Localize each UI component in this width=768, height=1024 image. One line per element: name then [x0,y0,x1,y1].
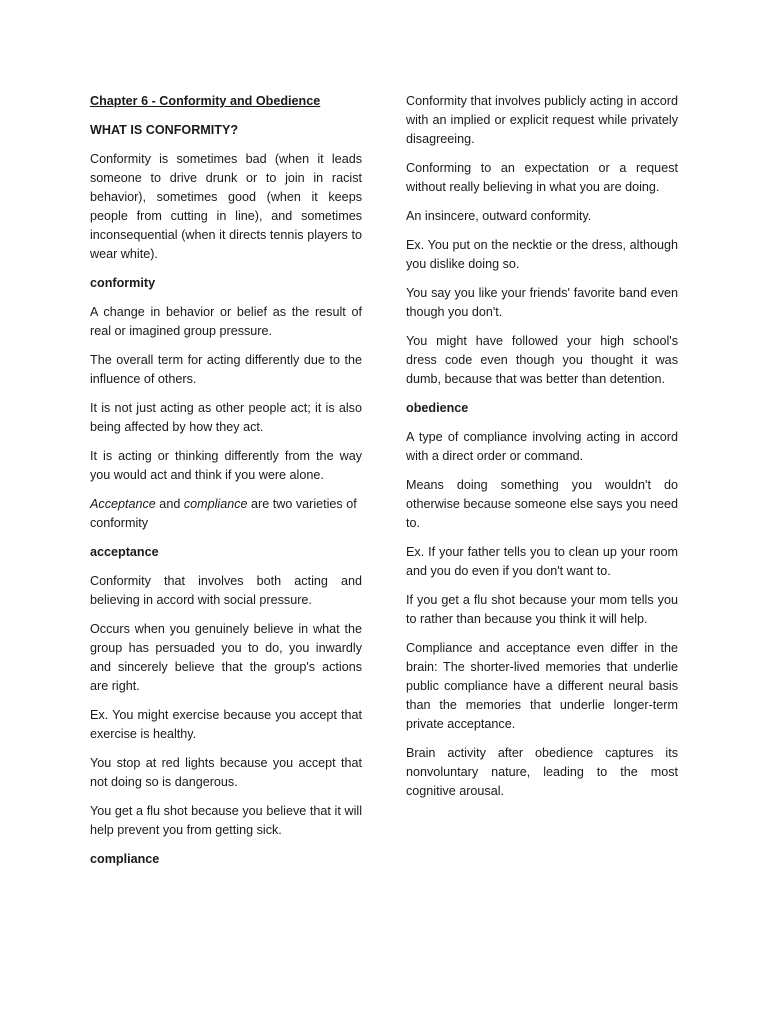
acceptance-definition-2: Occurs when you genuinely believe in what the group has persuaded you to do, you inwardly and sincerely believe that the group's actions are right. [90,622,362,693]
right-column [406,92,678,811]
term-obedience: obedience [406,401,469,415]
obedience-example-1: Ex. If your father tells you to clean up your room and you do even if you don't want to. [406,545,678,578]
obedience-definition-2: Means doing something you wouldn't do otherwise because someone else says you need to. [406,478,678,530]
acceptance-example-1: Ex. You might exercise because you accept that exercise is healthy. [90,708,362,741]
intro-paragraph: Conformity is sometimes bad (when it leads someone to drive drunk or to join in racist behavior), sometimes good (when it keeps people from cutting in line), and sometimes inconsequential (when it directs tennis players to wear white). [90,152,362,261]
conformity-definition-1: A change in behavior or belief as the result of real or imagined group pressure. [90,305,362,338]
acceptance-definition-1: Conformity that involves both acting and believing in accord with social pressure. [90,574,362,607]
and-text: and [155,497,184,511]
term-compliance: compliance [90,852,160,866]
term-conformity: conformity [90,276,156,290]
conformity-definition-4: It is acting or thinking differently from the way you would act and think if you were alone. [90,449,362,482]
compliance-definition-1: Conformity that involves publicly acting in accord with an implied or explicit request while privately disagreeing. [406,94,678,146]
chapter-title: Chapter 6 - Conformity and Obedience [90,94,321,108]
term-acceptance: acceptance [90,545,159,559]
compliance-definition-3: An insincere, outward conformity. [406,209,592,223]
brain-paragraph-1: Compliance and acceptance even differ in the brain: The shorter-lived memories that underlie public compliance have a different neural basis than the memories that underlie longer-term private acceptance. [406,641,678,731]
varieties-rest: are two varieties of conformity [90,497,357,530]
acceptance-example-2: You stop at red lights because you accept that not doing so is dangerous. [90,756,362,789]
brain-paragraph-2: Brain activity after obedience captures its nonvoluntary nature, leading to the most cognitive arousal. [406,746,678,798]
acceptance-italic: Acceptance [90,497,156,511]
compliance-example-1: Ex. You put on the necktie or the dress, although you dislike doing so. [406,238,678,271]
conformity-definition-3: It is not just acting as other people act; it is also being affected by how they act. [90,401,362,434]
obedience-example-2: If you get a flu shot because your mom tells you to rather than because you think it will help. [406,593,678,626]
obedience-definition-1: A type of compliance involving acting in accord with a direct order or command. [406,430,678,463]
acceptance-example-3: You get a flu shot because you believe that it will help prevent you from getting sick. [90,804,362,837]
compliance-example-2: You say you like your friends' favorite band even though you don't. [406,286,678,319]
compliance-definition-2: Conforming to an expectation or a request without really believing in what you are doing. [406,161,678,194]
compliance-italic: compliance [183,497,248,511]
section-heading: WHAT IS CONFORMITY? [90,123,239,137]
conformity-definition-2: The overall term for acting differently due to the influence of others. [90,353,362,386]
compliance-example-3: You might have followed your high school's dress code even though you thought it was dumb, because that was better than detention. [406,334,678,386]
left-column [90,92,362,879]
varieties-paragraph [90,495,362,533]
